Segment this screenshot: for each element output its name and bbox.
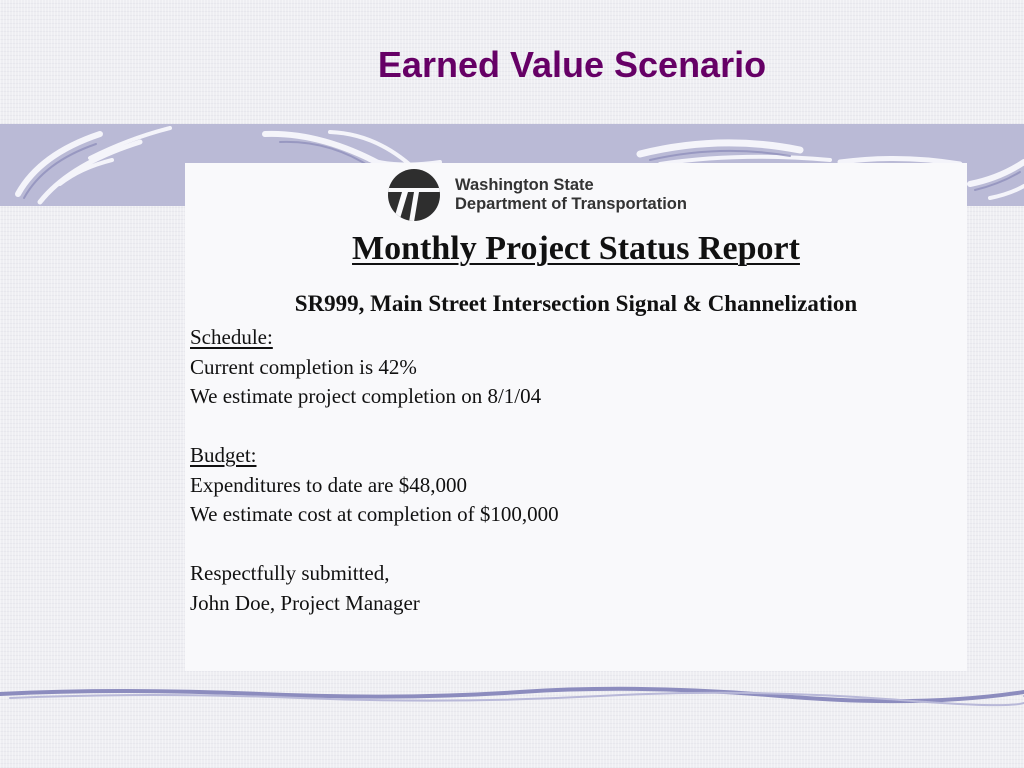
organization-name-line1: Washington State (455, 176, 594, 194)
spacer (190, 412, 950, 442)
budget-expenditures: Expenditures to date are $48,000 (190, 472, 467, 497)
organization-header (387, 168, 687, 222)
report-body (190, 323, 950, 618)
signature-closing: Respectfully submitted, (190, 561, 390, 585)
budget-heading (190, 441, 950, 471)
budget-heading-text: Budget: (190, 443, 257, 467)
decorative-bottom-line (0, 682, 1024, 708)
schedule-estimate: We estimate project completion on 8/1/04 (190, 384, 542, 408)
report-title (185, 227, 967, 271)
status-report-image (185, 163, 967, 671)
organization-name-line2: Department of Transportation (455, 195, 687, 213)
schedule-heading-text: Schedule: (190, 325, 273, 349)
schedule-heading (190, 323, 950, 353)
slide-title: Earned Value Scenario (377, 44, 767, 85)
project-name: SR999, Main Street Intersection Signal & Channelization (294, 291, 858, 316)
spacer (190, 530, 950, 560)
wsdot-logo-icon (387, 168, 441, 222)
report-title-text: Monthly Project Status Report (352, 230, 800, 267)
signature-name: John Doe, Project Manager (190, 590, 420, 615)
budget-estimate: We estimate cost at completion of $100,000 (190, 502, 559, 526)
schedule-completion: Current completion is 42% (190, 354, 417, 379)
